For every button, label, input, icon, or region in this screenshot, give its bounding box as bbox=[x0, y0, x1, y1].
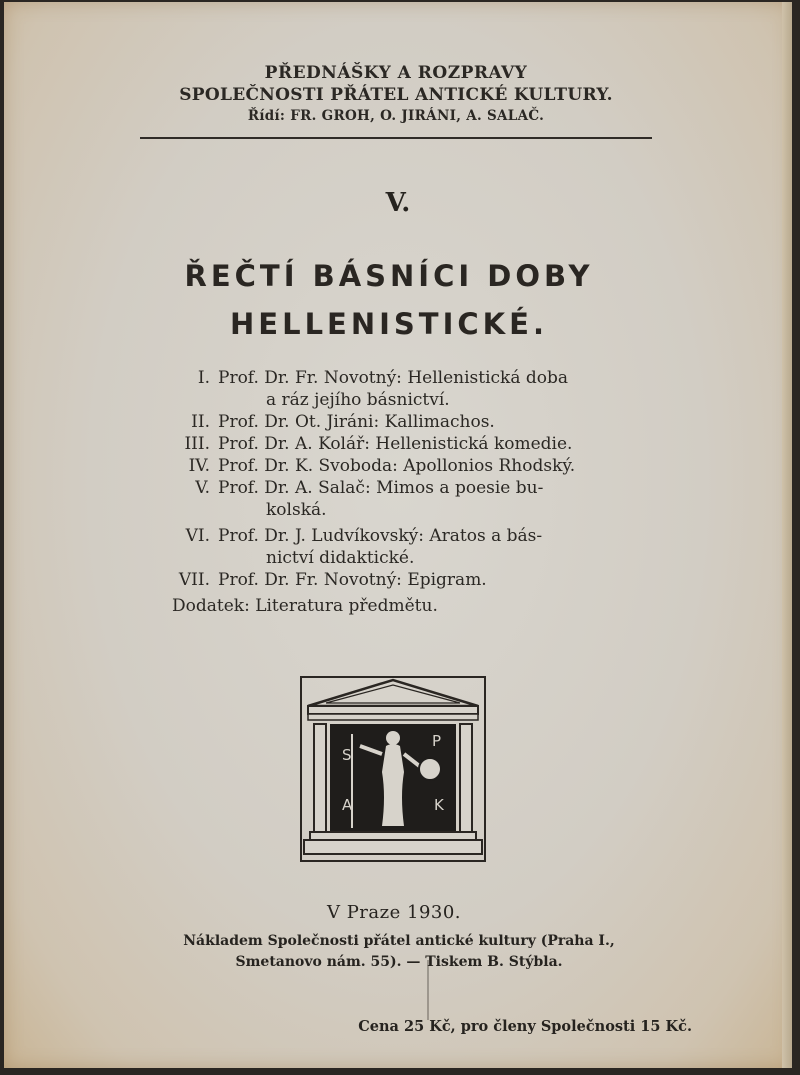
entry-continuation: a ráz jejího básnictví. bbox=[266, 390, 450, 410]
entry-text: Prof. Dr. J. Ludvíkovský: Aratos a bás- bbox=[218, 526, 543, 546]
book-cover bbox=[4, 2, 792, 1068]
entry-number: VII. bbox=[178, 570, 210, 590]
contents-entry-continuation bbox=[170, 389, 620, 411]
temple-entablature bbox=[308, 706, 478, 714]
imprint-publisher bbox=[174, 931, 624, 973]
entry-continuation: nictví didaktické. bbox=[266, 548, 415, 568]
temple-pediment-icon bbox=[308, 680, 478, 706]
entry-text: Prof. Dr. A. Kolář: Hellenistická komedie. bbox=[218, 434, 573, 454]
emblem-letter-p: P bbox=[432, 732, 442, 750]
entry-number: IV. bbox=[188, 456, 210, 476]
entry-number: I. bbox=[197, 368, 210, 388]
table-of-contents bbox=[170, 367, 620, 617]
shield-icon bbox=[419, 758, 441, 780]
series-line-1: PŘEDNÁŠKY A ROZPRAVY bbox=[264, 63, 528, 83]
imprint-place-year: V Praze 1930. bbox=[326, 902, 462, 923]
athena-figure-icon bbox=[382, 744, 404, 826]
contents-entry bbox=[170, 411, 620, 433]
header-rule bbox=[140, 137, 652, 139]
temple-base bbox=[310, 832, 476, 840]
series-editors: Řídí: FR. GROH, O. JIRÁNI, A. SALAČ. bbox=[247, 108, 545, 124]
appendix-row bbox=[170, 595, 620, 617]
athena-head-icon bbox=[386, 731, 400, 745]
book-title bbox=[4, 252, 774, 348]
contents-entry bbox=[170, 367, 620, 389]
emblem-letter-s: S bbox=[342, 746, 352, 764]
contents-entry bbox=[170, 477, 620, 499]
contents-entry bbox=[170, 433, 620, 455]
emblem-letter-a: A bbox=[342, 796, 353, 814]
emblem-letter-k: K bbox=[434, 796, 444, 814]
entry-number: VI. bbox=[185, 526, 210, 546]
entry-text: Prof. Dr. Fr. Novotný: Epigram. bbox=[218, 570, 487, 590]
contents-entry bbox=[170, 455, 620, 477]
volume-number: V. bbox=[385, 188, 411, 218]
contents-entry-continuation bbox=[170, 547, 620, 569]
right-column bbox=[460, 724, 472, 832]
entry-text: Prof. Dr. K. Svoboda: Apollonios Rhodský. bbox=[218, 456, 576, 476]
publisher-line-1: Nákladem Společnosti přátel antické kultury (Praha I., bbox=[183, 933, 615, 949]
temple-architrave bbox=[308, 714, 478, 720]
left-column bbox=[314, 724, 326, 832]
price-line: Cena 25 Kč, pro členy Společnosti 15 Kč. bbox=[358, 1018, 692, 1035]
series-header bbox=[140, 62, 652, 126]
title-line-1: ŘEČTÍ BÁSNÍCI DOBY bbox=[184, 259, 594, 293]
society-emblem bbox=[300, 676, 486, 862]
title-line-2: HELLENISTICKÉ. bbox=[230, 307, 548, 341]
entry-number: III. bbox=[184, 434, 210, 454]
entry-text: Prof. Dr. A. Salač: Mimos a poesie bu- bbox=[218, 478, 544, 498]
paper-crease bbox=[427, 960, 429, 1020]
temple-steps bbox=[304, 840, 482, 854]
entry-text: Prof. Dr. Fr. Novotný: Hellenistická doba bbox=[218, 368, 569, 388]
publisher-line-2: Smetanovo nám. 55). — Tiskem B. Stýbla. bbox=[235, 954, 563, 970]
entry-number: II. bbox=[191, 412, 210, 432]
contents-entry-continuation bbox=[170, 499, 620, 521]
entry-continuation: kolská. bbox=[266, 500, 327, 520]
entry-number: V. bbox=[195, 478, 210, 498]
entry-text: Prof. Dr. Ot. Jiráni: Kallimachos. bbox=[218, 412, 495, 432]
appendix: Dodatek: Literatura předmětu. bbox=[172, 596, 438, 616]
contents-entry bbox=[170, 525, 620, 547]
contents-entry bbox=[170, 569, 620, 591]
series-line-2: SPOLEČNOSTI PŘÁTEL ANTICKÉ KULTURY. bbox=[179, 85, 613, 105]
